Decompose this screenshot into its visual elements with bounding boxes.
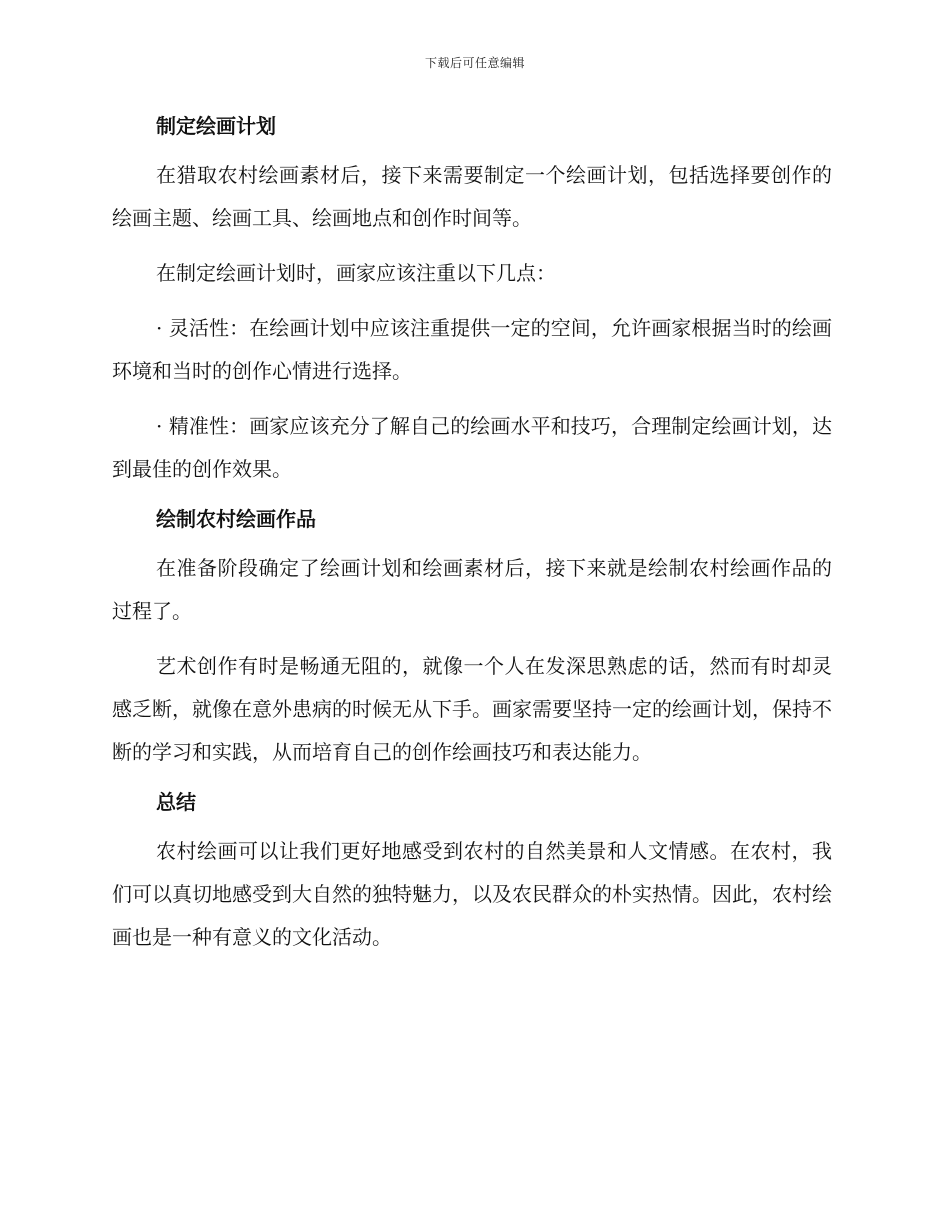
section-summary bbox=[112, 786, 832, 959]
bullet-paragraph: · 灵活性：在绘画计划中应该注重提供一定的空间，允许画家根据当时的绘画环境和当时的创作心情进行选择。 bbox=[112, 316, 832, 383]
paragraph: 农村绘画可以让我们更好地感受到农村的自然美景和人文情感。在农村，我们可以真切地感受到大自然的独特魅力，以及农民群众的朴实热情。因此，农村绘画也是一种有意义的文化活动。 bbox=[112, 839, 832, 949]
section-heading: 绘制农村绘画作品 bbox=[156, 507, 316, 531]
paragraph: 在猎取农村绘画素材后，接下来需要制定一个绘画计划，包括选择要创作的绘画主题、绘画工具、绘画地点和创作时间等。 bbox=[112, 163, 832, 230]
paragraph: 在准备阶段确定了绘画计划和绘画素材后，接下来就是绘制农村绘画作品的过程了。 bbox=[112, 556, 832, 623]
section-drawing bbox=[112, 503, 832, 774]
section-heading: 总结 bbox=[156, 790, 196, 814]
section-plan bbox=[112, 110, 832, 491]
paragraph: 在制定绘画计划时，画家应该注重以下几点： bbox=[156, 261, 556, 285]
paragraph: 艺术创作有时是畅通无阻的，就像一个人在发深思熟虑的话，然而有时却灵感乏断，就像在意外患病的时候无从下手。画家需要坚持一定的绘画计划，保持不断的学习和实践，从而培育自己的创作绘画技巧和表达能力。 bbox=[112, 654, 832, 764]
section-heading: 制定绘画计划 bbox=[156, 114, 276, 138]
document-body bbox=[112, 110, 832, 971]
header-note: 下载后可任意编辑 bbox=[424, 56, 525, 70]
bullet-paragraph: · 精准性：画家应该充分了解自己的绘画水平和技巧，合理制定绘画计划，达到最佳的创作效果。 bbox=[112, 414, 832, 481]
